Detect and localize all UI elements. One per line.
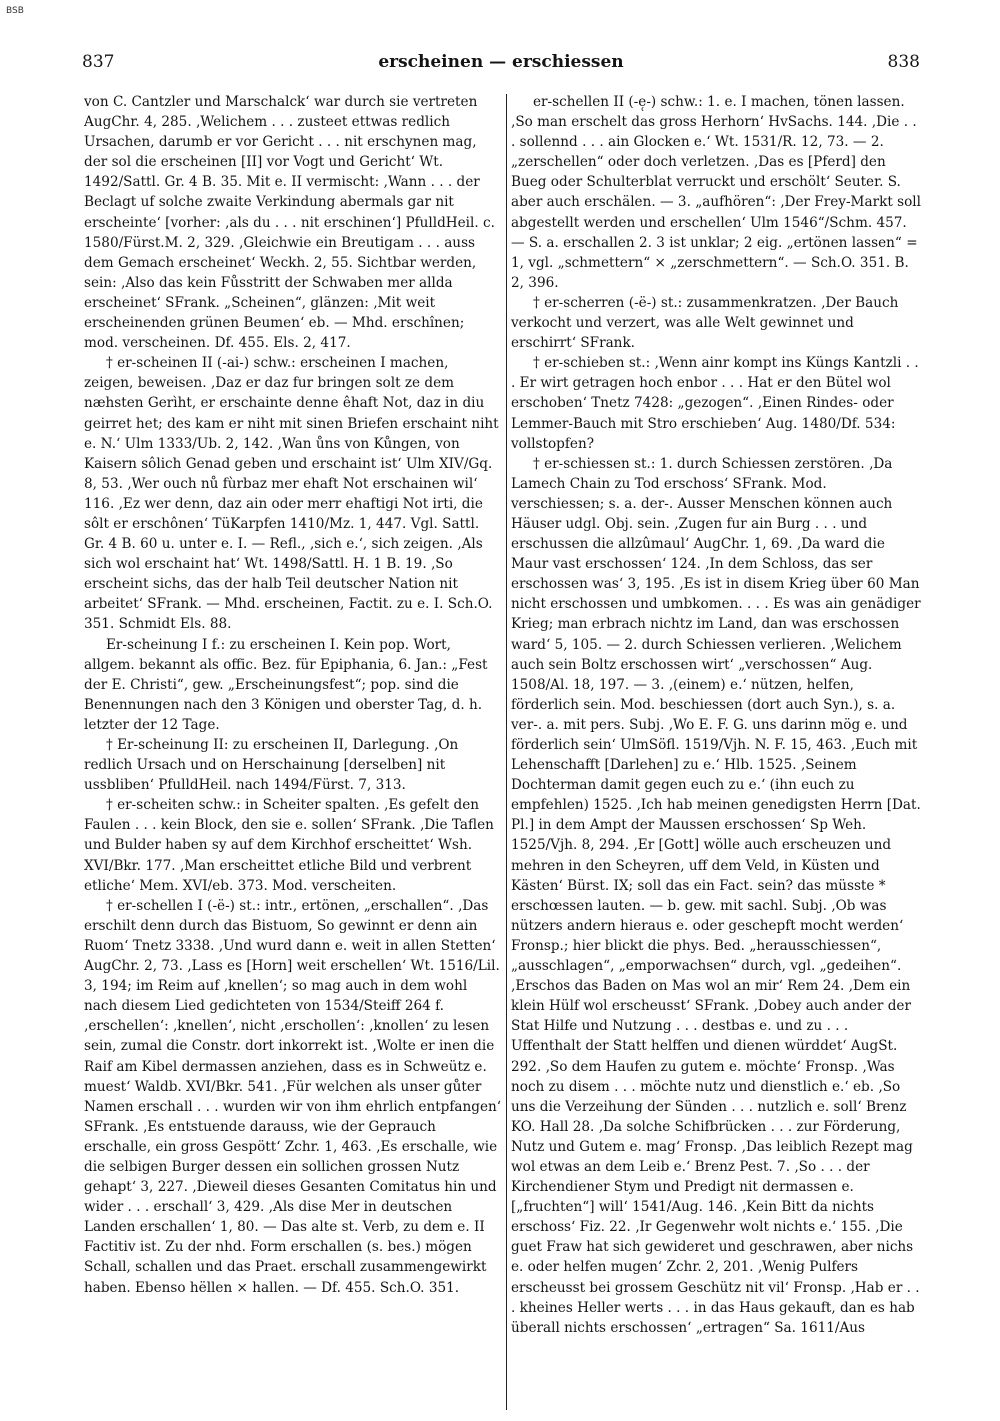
left-column: [84, 92, 502, 1408]
entry-erscherren: † er-scherren (-ë-) st.: zusammenkratzen. ‚Der Bauch verkocht und verzert, was alle Welt gewinnet und erschirrt‘ SFrank.: [511, 294, 899, 352]
page-number-left: 837: [82, 52, 115, 72]
entry-erschellen-ii: er-schellen II (-e̜-) schw.: 1. e. I machen, tönen lassen. ‚So man erschelt das gross Herhorn‘ HvSachs. 144. ‚Die . . . sollennd . . . ain Glocken e.‘ Wt. 1531/R. 12, 73. — 2. „zerschellen“ oder doch verletzen. ‚Das es [Pferd] den Bueg oder Schulterblat verruckt und erschölt‘ Seuter. S. aber auch erschälen. — 3. „aufhören“: ‚Der Frey-Markt soll abgestellt werden und erschellen‘ Ulm 1546“/Schm. 457. — S. a. erschallen 2. 3 ist unklar; 2 eig. „ertönen lassen“ = 1, vgl. „schmettern“ × „zerschmettern“. — Sch.O. 351. B. 2, 396.: [511, 94, 921, 291]
column-divider: [506, 94, 507, 1410]
library-stamp: BSB: [6, 6, 24, 16]
entry-erscheiten: † er-scheiten schw.: in Scheiter spalten. ‚Es gefelt den Faulen . . . kein Block, den sie e. sollen‘ SFrank. ‚Die Taflen und Bulder haben sy auf dem Kirchhof erscheittet‘ Wsh. XVI/Bkr. 177. ‚Man erscheittet etliche Bild und verbrent etliche‘ Mem. XVI/eb. 373. Mod. verscheiten.: [84, 797, 494, 894]
entry-erschellen-i: † er-schellen I (-ë-) st.: intr., ertönen, „erschallen“. ‚Das erschilt denn durch das Bistuom, So gewinnt er denn ain Ruom‘ Tnetz 3338. ‚Und wurd dann e. weit in allen Stetten‘ AugChr. 2, 73. ‚Lass es [Horn] weit erschellen‘ Wt. 1516/Lil. 3, 194; im Reim auf ‚knellen‘; so mag auch in dem wohl nach diesem Lied gedichteten von 1534/Steiff 264 f. ‚erschellen‘: ‚knellen‘, nicht ‚erschollen‘: ‚knollen‘ zu lesen sein, zumal die Constr. dort inkorrekt ist. ‚Wolte er inen die Raif am Kibel dermassen anziehen, dass es in Schweütz e. muest‘ Waldb. XVI/Bkr. 541. ‚Für welchen als unser gůter Namen erschall . . . wurden wir von ihm ehrlich entpfangen‘ SFrank. ‚Es entstuende darauss, wie der Geprauch erschalle, ein gross Gespött‘ Zchr. 1, 463. ‚Es erschalle, wie die selbigen Burger dessen ein sollichen grossen Nutz gehapt‘ 3, 227. ‚Dieweil dieses Gesanten Comitatus hin und wider . . . erschall‘ 3, 429. ‚Als dise Mer in deutschen Landen erschallen‘ 1, 80. — Das alte st. Verb, zu dem e. II Factitiv ist. Zu der nhd. Form erschallen (s. bes.) mögen Schall, schallen und das Praet. erschall zusammengewirkt haben. Ebenso hëllen × hallen. — Df. 455. Sch.O. 351.: [84, 897, 502, 1296]
entry-erscheinung-ii: † Er-scheinung II: zu erscheinen II, Darlegung. ‚On redlich Ursach und on Herschainung [derselben] nit ussbliben‘ PfulldHeil. nach 1494/Fürst. 7, 313.: [84, 737, 459, 794]
entry-continuation: von C. Cantzler und Marschalck‘ war durch sie vertreten AugChr. 4, 285. ‚Welichem . . . zusteet ettwas redlich Ursachen, darumb er vor Gericht . . . nit erschynen mag, der sol die erscheinen [II] vor Vogt und Gericht‘ Wt. 1492/Sattl. Gr. 4 B. 35. Mit e. II vermischt: ‚Wann . . . der Beclagt uf solche zwaite Verkindung abermals gar nit erscheinte‘ [vorher: ‚als du . . . nit erschinen‘] PfulldHeil. c. 1580/Fürst.M. 2, 329. ‚Gleichwie ein Breutigam . . . auss dem Gemach erscheinet‘ Weckh. 2, 55. Sichtbar werden, sein: ‚Also das kein Fůsstritt der Schwaben mer allda erscheinet‘ SFrank. „Scheinen“, glänzen: ‚Mit weit erscheinenden grünen Beumen‘ eb. — Mhd. erschînen; mod. verscheinen. Df. 455. Els. 2, 417.: [84, 94, 495, 352]
right-column: [511, 92, 921, 1408]
page-header: [82, 52, 920, 76]
entry-erschieben: † er-schieben st.: ‚Wenn ainr kompt ins Küngs Kantzli . . . Er wirt getragen hoch enbor . . . Hat er den Bütel wol erschoben‘ Tnetz 7428: „gezogen“. ‚Einen Rindes- oder Lemmer-Bauch mit Stro erschieben‘ Aug. 1480/Df. 534: vollstopfen?: [511, 355, 919, 452]
entry-erschiessen: † er-schiessen st.: 1. durch Schiessen zerstören. ‚Da Lamech Chain zu Tod erschoss‘ SFrank. Mod. verschiessen; s. a. der-. Ausser Menschen können auch Häuser udgl. Obj. sein. ‚Zugen fur ain Burg . . . und erschussen die allzûmaul‘ AugChr. 1, 69. ‚Da ward die Maur vast erschossen‘ 124. ‚In dem Schloss, das ser erschossen was‘ 3, 195. ‚Es ist in disem Krieg über 60 Man nicht erschossen und umbkomen. . . . Es was ain genädiger Krieg; man erbrach nichtz im Land, dan was erschossen ward‘ 5, 105. — 2. durch Schiessen verlieren. ‚Welichem auch sein Boltz erschossen wirt‘ „verschossen“ Aug. 1508/Al. 18, 197. — 3. ‚(einem) e.‘ nützen, helfen, förderlich sein. Mod. beschiessen (dort auch Syn.), s. a. ver-. a. mit pers. Subj. ‚Wo E. F. G. uns darinn mög e. und förderlich sein‘ UlmSöfl. 1519/Vjh. N. F. 15, 463. ‚Euch mit Lehenschafft [Darlehen] zu e.‘ Hlb. 1525. ‚Seinem Dochterman damit gegen euch zu e.‘ (ihn euch zu empfehlen) 1525. ‚Ich hab meinen genedigsten Herrn [Dat. Pl.] in dem Ampt der Maussen erschossen‘ Sp Weh. 1525/Vjh. 8, 294. ‚Er [Gott] wölle auch erscheuzen und mehren in den Scheyren, uff dem Veld, in Küsten und Kästen‘ Bürst. IX; soll das ein Fact. sein? das müsste * erschœssen lauten. — b. gew. mit sachl. Subj. ‚Ob was nützers andern hieraus e. oder geschepft mocht werden‘ Fronsp.; hier blickt die phys. Bed. „herausschiessen“, „ausschlagen“, „emporwachsen“ durch, vgl. „gedeihen“. ‚Erschos das Baden on Mas wol an mir‘ Rem 24. ‚Dem ein klein Hülf wol erscheusst‘ SFrank. ‚Dobey auch ander der Stat Hilfe und Nutzung . . . destbas e. und zu . . . Uffenthalt der Statt helffen und dienen würddet‘ AugSt. 292. ‚So dem Haufen zu gutem e. möchte‘ Fronsp. ‚Was noch zu disem . . . möchte nutz und dienstlich e.‘ eb. ‚So uns die Verzeihung der Sünden . . . nutzlich e. soll‘ Brenz KO. Hall 28. ‚Da solche Schifbrücken . . . zur Förderung, Nutz und Gutem e. mag‘ Fronsp. ‚Das leiblich Rezept mag wol etwas an dem Leib e.‘ Brenz Pest. 7. ‚So . . . der Kirchendiener Stym und Predigt nit dermassen e. [„fruchten“] will‘ 1541/Aug. 146. ‚Kein Bitt da nichts erschoss‘ Fiz. 22. ‚Ir Gegenwehr wolt nichts e.‘ 155. ‚Die guet Fraw hat sich gewideret und geschrawen, aber nichs e. oder helfen mugen‘ Zchr. 2, 201. ‚Wenig Pulfers erscheusst bei grossem Geschütz nit vil‘ Fronsp. ‚Hab er . . . kheines Heller werts . . . in das Haus gekauft, dan es hab überall nichts erschossen‘ „ertragen“ Sa. 1611/Aus: [511, 455, 921, 1336]
entry-erscheinen-ii: † er-scheinen II (-ai-) schw.: erscheinen I machen, zeigen, beweisen. ‚Daz er daz fur bringen solt ze dem næhsten Gerìht, er erschainte denne êhaft Not, daz in diu geirret het; des kam er niht mit sinen Briefen erschaint niht e. N.‘ Ulm 1333/Ub. 2, 142. ‚Wan ůns von Kůngen, von Kaisern sôlich Genad geben und erschaint ist‘ Ulm XIV/Gq. 8, 53. ‚Wer ouch nů fùrbaz mer ehaft Not erschainen wil‘ 116. ‚Ez wer denn, daz ain oder merr ehaftigi Not irti, die sôlt er erschônen‘ TüKarpfen 1410/Mz. 1, 447. Vgl. Sattl. Gr. 4 B. 60 u. unter e. I. — Refl., ‚sich e.‘, sich zeigen. ‚Als sich wol erschaint hat‘ Wt. 1498/Sattl. H. 1 B. 19. ‚So erscheint sichs, das der halb Teil deutscher Nation nit arbeitet‘ SFrank. — Mhd. erscheinen, Factit. zu e. I. Sch.O. 351. Schmidt Els. 88.: [84, 355, 499, 633]
entry-erscheinung-i: Er-scheinung I f.: zu erscheinen I. Kein pop. Wort, allgem. bekannt als offic. Bez. für Epiphania, 6. Jan.: „Fest der E. Christi“, gew. „Erscheinungsfest“; pop. sind die Benennungen nach den 3 Königen und oberster Tag, d. h. letzter der 12 Tage.: [84, 636, 488, 733]
page-number-right: 838: [887, 52, 920, 72]
running-title: erscheinen — erschiessen: [378, 52, 624, 72]
